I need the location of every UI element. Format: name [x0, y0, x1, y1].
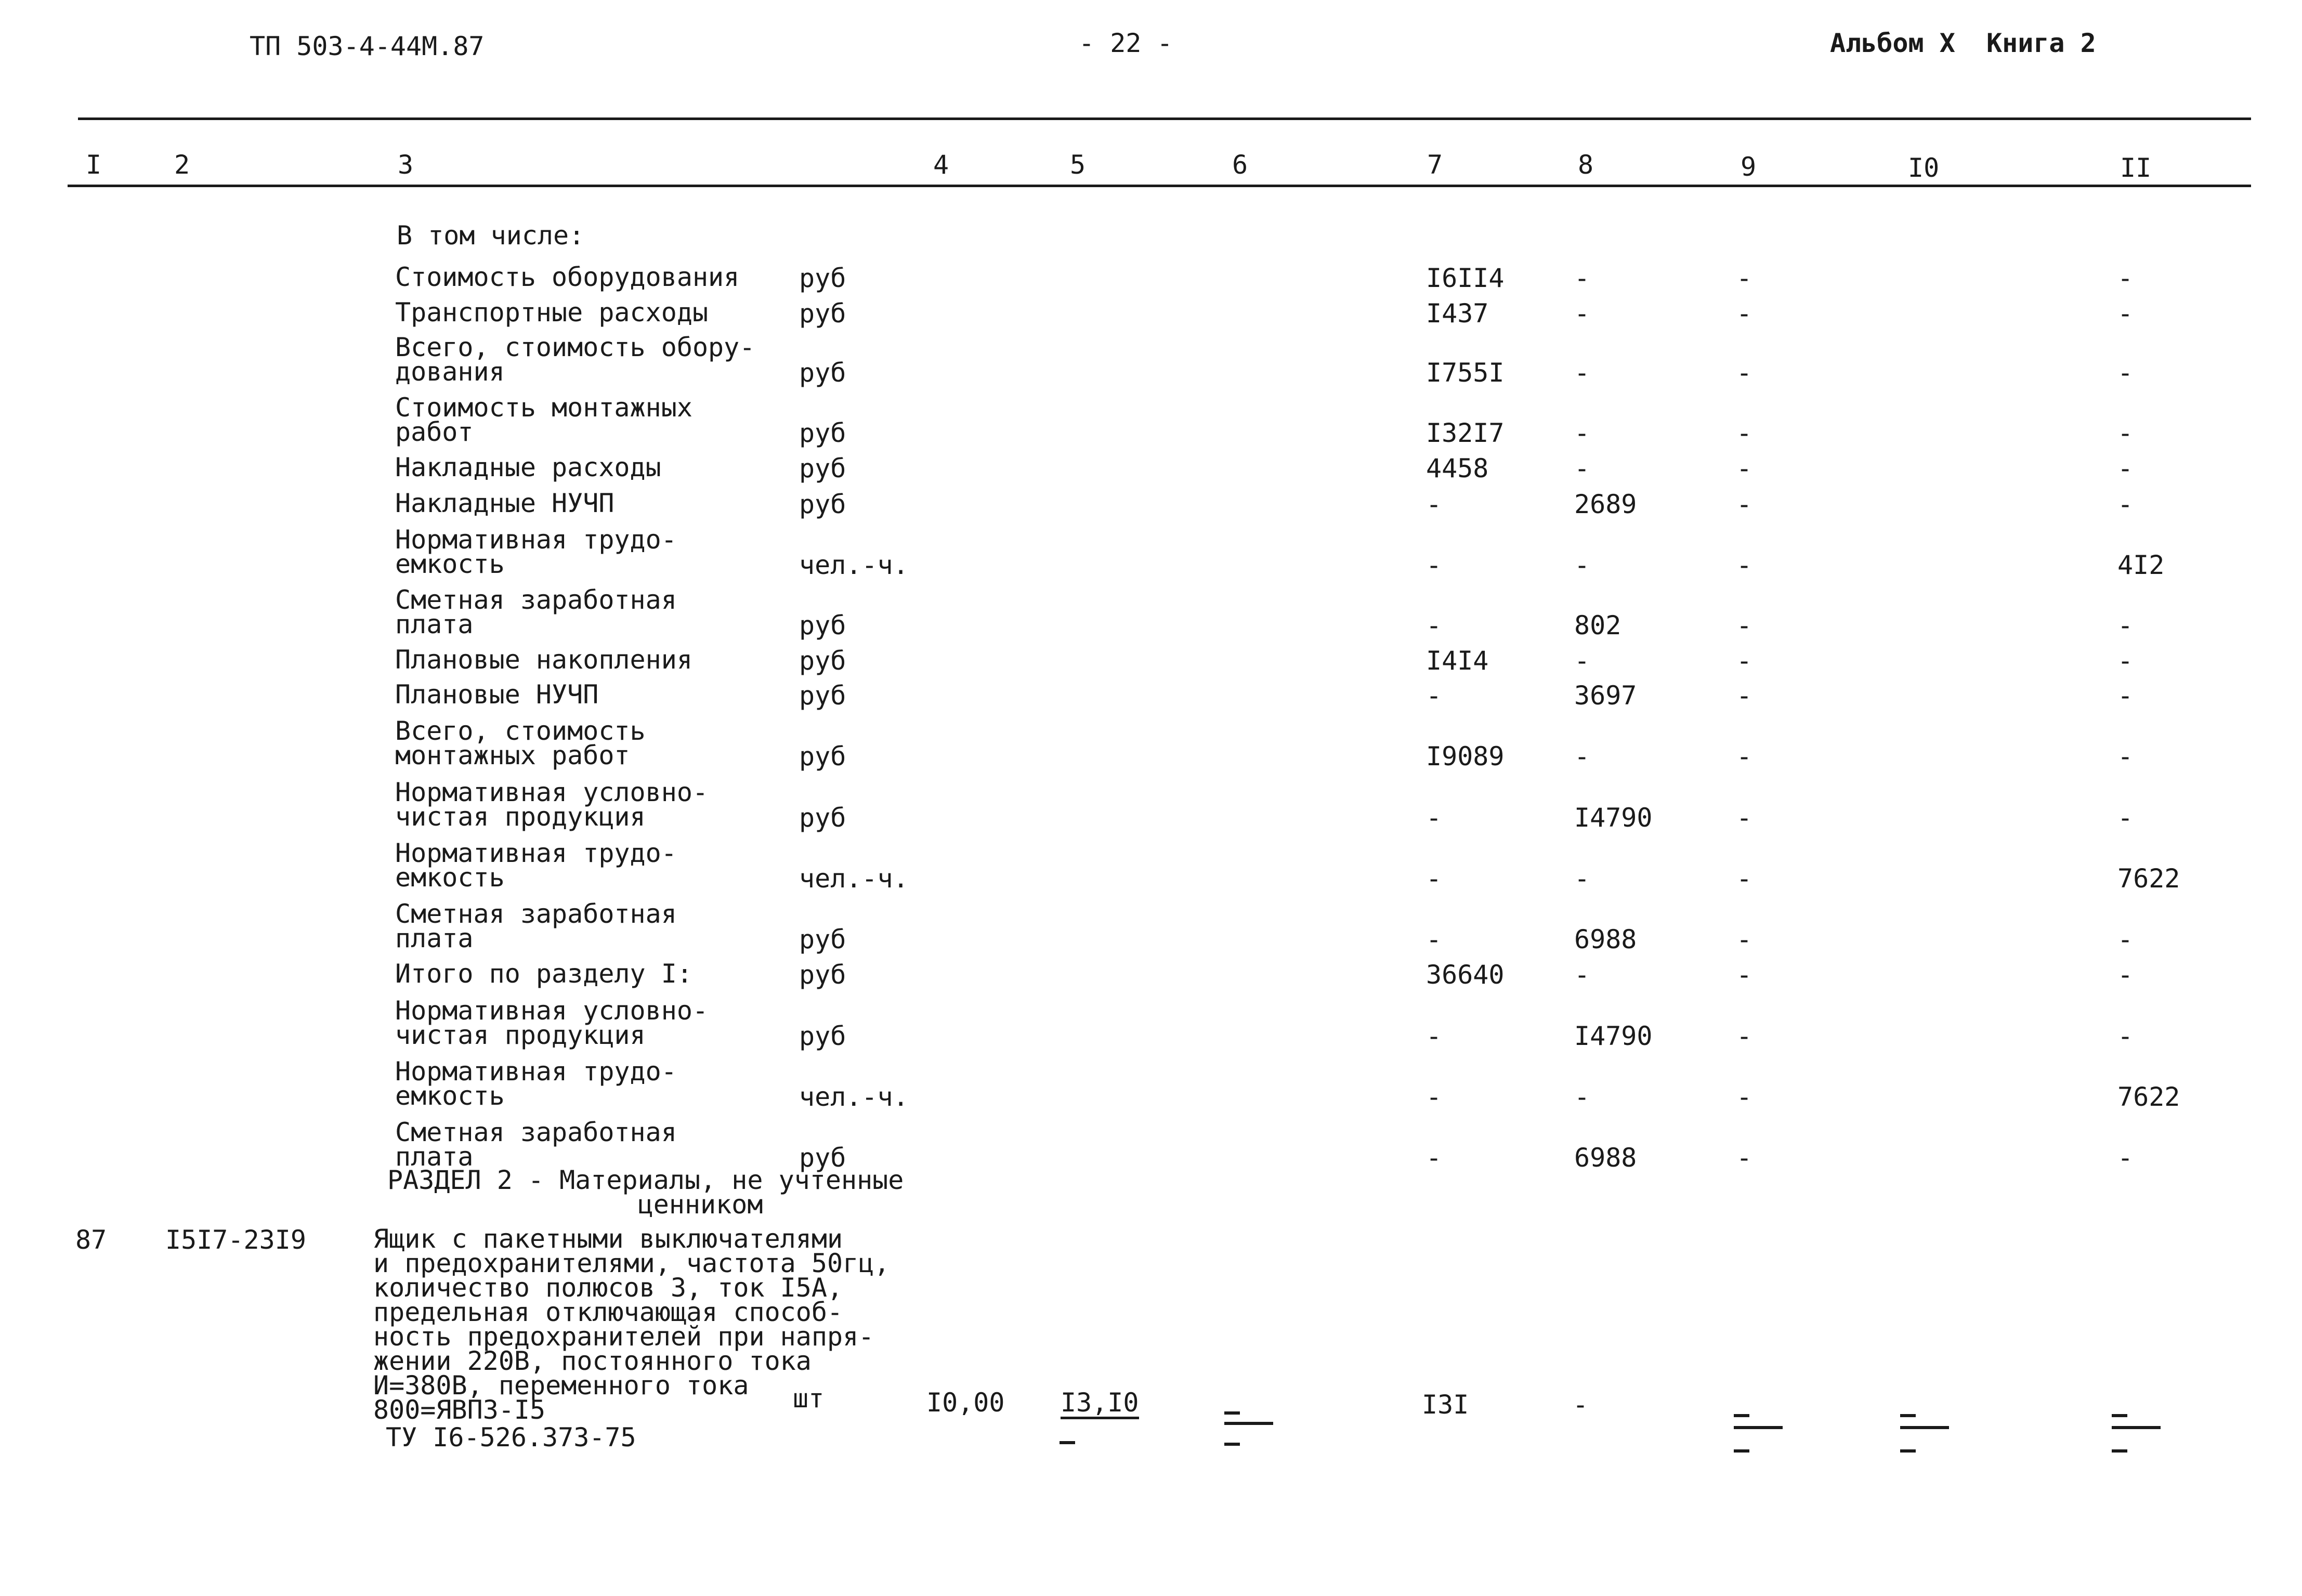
row-col7-value: -	[1426, 681, 1442, 711]
row-unit: руб	[799, 803, 846, 833]
row-col9-value: -	[1736, 418, 1752, 448]
row-col11-value: -	[2117, 610, 2134, 640]
row-col9-value: -	[1736, 741, 1752, 771]
row-unit: руб	[799, 1143, 846, 1173]
row-col7-value: I755I	[1426, 358, 1505, 388]
col6-top-dash	[1224, 1411, 1240, 1415]
row-col8-value: 2689	[1574, 489, 1637, 519]
row-col7-value: -	[1426, 864, 1442, 894]
row-label: Всего, стоимость монтажных работ	[395, 716, 646, 770]
including-label: В том числе:	[397, 220, 585, 251]
row-col7-value: -	[1426, 610, 1442, 640]
row-col11-value: -	[2117, 924, 2134, 954]
row-col11-value: -	[2117, 418, 2134, 448]
row-label: Нормативная условно- чистая продукция	[395, 777, 709, 832]
row-label: Сметная заработная плата	[395, 899, 677, 953]
row-col8-value: -	[1574, 358, 1590, 388]
row-col8-value: 802	[1574, 610, 1621, 640]
column-header-8: 8	[1578, 150, 1594, 180]
row-col9-value: -	[1736, 864, 1752, 894]
col10-bottom-dash	[1900, 1449, 1916, 1453]
column-header-4: 4	[933, 150, 949, 180]
row-unit: чел.-ч.	[799, 550, 909, 580]
row-col7-value: I4I4	[1426, 646, 1489, 676]
row-col9-value: -	[1736, 1021, 1752, 1051]
row-col7-value: -	[1426, 924, 1442, 954]
row-col7-value: -	[1426, 550, 1442, 580]
row-col9-value: -	[1736, 263, 1752, 293]
row-col9-value: -	[1736, 681, 1752, 711]
item-description: Ящик с пакетными выключателями и предохранителями, частота 50гц, количество полюсов 3, ток I5А, предельная отключающая способ- ность предохранителей при напря- жении 220В, постоянного тока И=380В, переменного тока 800=ЯВПЗ-I5	[373, 1224, 890, 1425]
row-label: Нормативная условно- чистая продукция	[395, 996, 709, 1050]
row-col8-value: -	[1574, 864, 1590, 894]
row-unit: руб	[799, 741, 846, 771]
row-col8-value: -	[1574, 1082, 1590, 1112]
row-col8-value: 6988	[1574, 1143, 1637, 1173]
item-position: 87	[75, 1225, 107, 1255]
row-col9-value: -	[1736, 550, 1752, 580]
row-col11-value: -	[2117, 263, 2134, 293]
row-col8-value: -	[1574, 418, 1590, 448]
row-col7-value: -	[1426, 489, 1442, 519]
row-col8-value: 6988	[1574, 924, 1637, 954]
row-unit: руб	[799, 358, 846, 388]
table-top-rule	[78, 117, 2251, 120]
column-header-7: 7	[1427, 150, 1443, 180]
column-header-2: 2	[174, 150, 190, 180]
row-label: Итого по разделу I:	[395, 959, 692, 989]
document-code: ТП 503-4-44М.87	[250, 31, 485, 61]
row-unit: руб	[799, 263, 846, 293]
row-col7-value: -	[1426, 1082, 1442, 1112]
row-col9-value: -	[1736, 610, 1752, 640]
row-col8-value: I4790	[1574, 1021, 1653, 1051]
col11-top-dash	[2112, 1414, 2127, 1417]
row-col8-value: I4790	[1574, 803, 1653, 833]
row-col11-value: -	[2117, 453, 2134, 483]
column-header-6: 6	[1232, 150, 1248, 180]
row-label: Нормативная трудо- емкость	[395, 525, 677, 579]
col6-fraction-bar	[1224, 1422, 1273, 1425]
row-col7-value: -	[1426, 1143, 1442, 1173]
section2-title: РАЗДЕЛ 2 - Материалы, не учтенные ценником	[387, 1165, 904, 1220]
row-unit: руб	[799, 489, 846, 519]
row-label: Сметная заработная плата	[395, 585, 677, 639]
row-col11-value: -	[2117, 1021, 2134, 1051]
row-label: Стоимость монтажных работ	[395, 393, 692, 447]
row-label: Транспортные расходы	[395, 297, 709, 328]
column-header-11: II	[2120, 153, 2152, 183]
row-col8-value: 3697	[1574, 681, 1637, 711]
row-col7-value: 36640	[1426, 960, 1505, 990]
col9-fraction-bar	[1734, 1426, 1783, 1429]
row-col11-value: -	[2117, 1143, 2134, 1173]
column-header-3: 3	[398, 150, 414, 180]
row-col11-value: -	[2117, 741, 2134, 771]
item-col8-value: -	[1573, 1390, 1589, 1420]
item-price: I3,I0	[1061, 1390, 1139, 1419]
row-unit: чел.-ч.	[799, 1082, 909, 1112]
row-col11-value: -	[2117, 298, 2134, 329]
row-unit: руб	[799, 924, 846, 954]
column-header-10: I0	[1908, 153, 1940, 183]
row-unit: руб	[799, 610, 846, 640]
col11-fraction-bar	[2112, 1426, 2161, 1429]
row-col7-value: I32I7	[1426, 418, 1505, 448]
row-col8-value: -	[1574, 960, 1590, 990]
row-col7-value: I6II4	[1426, 263, 1505, 293]
row-col8-value: -	[1574, 263, 1590, 293]
row-col11-value: -	[2117, 646, 2134, 676]
row-col9-value: -	[1736, 960, 1752, 990]
row-col11-value: -	[2117, 489, 2134, 519]
row-label: Накладные НУЧП	[395, 488, 614, 518]
col6-bottom-dash	[1224, 1443, 1240, 1446]
row-label: Накладные расходы	[395, 452, 661, 482]
row-label: Плановые НУЧП	[395, 679, 599, 710]
row-unit: руб	[799, 681, 846, 711]
row-col9-value: -	[1736, 358, 1752, 388]
row-unit: руб	[799, 646, 846, 676]
column-header-5: 5	[1070, 150, 1086, 180]
album-book-label: Альбом X Книга 2	[1830, 28, 2096, 58]
item-spec: ТУ I6-526.373-75	[386, 1422, 636, 1453]
row-col7-value: I437	[1426, 298, 1489, 329]
page-number: - 22 -	[1079, 28, 1173, 58]
row-col8-value: -	[1574, 741, 1590, 771]
row-unit: руб	[799, 1021, 846, 1051]
row-col7-value: I9089	[1426, 741, 1505, 771]
row-unit: руб	[799, 418, 846, 448]
item-code: I5I7-23I9	[165, 1225, 306, 1255]
item-quantity: I0,00	[926, 1388, 1005, 1418]
row-col9-value: -	[1736, 803, 1752, 833]
row-col7-value: -	[1426, 1021, 1442, 1051]
row-col9-value: -	[1736, 1082, 1752, 1112]
row-col11-value: 7622	[2117, 864, 2180, 894]
row-col7-value: 4458	[1426, 453, 1489, 483]
row-col11-value: -	[2117, 681, 2134, 711]
item-col7-value: I3I	[1422, 1390, 1469, 1420]
row-label: Стоимость оборудования	[395, 262, 740, 292]
row-col11-value: 7622	[2117, 1082, 2180, 1112]
row-label: Нормативная трудо- емкость	[395, 838, 677, 893]
row-col11-value: -	[2117, 960, 2134, 990]
col10-fraction-bar	[1900, 1426, 1949, 1429]
row-col9-value: -	[1736, 298, 1752, 329]
row-col8-value: -	[1574, 646, 1590, 676]
item-unit: шт	[793, 1383, 825, 1414]
row-col9-value: -	[1736, 924, 1752, 954]
row-label: Плановые накопления	[395, 645, 692, 675]
row-col8-value: -	[1574, 453, 1590, 483]
row-col9-value: -	[1736, 1143, 1752, 1173]
col9-top-dash	[1734, 1414, 1749, 1417]
row-unit: руб	[799, 298, 846, 329]
col9-bottom-dash	[1734, 1449, 1749, 1453]
row-unit: руб	[799, 453, 846, 483]
row-unit: руб	[799, 960, 846, 990]
row-col7-value: -	[1426, 803, 1442, 833]
row-col8-value: -	[1574, 550, 1590, 580]
column-header-1: I	[86, 150, 102, 180]
row-col9-value: -	[1736, 453, 1752, 483]
row-col9-value: -	[1736, 489, 1752, 519]
row-col8-value: -	[1574, 298, 1590, 329]
col11-bottom-dash	[2112, 1449, 2127, 1453]
row-label: Сметная заработная плата	[395, 1117, 677, 1172]
row-col9-value: -	[1736, 646, 1752, 676]
row-col11-value: -	[2117, 803, 2134, 833]
row-label: Нормативная трудо- емкость	[395, 1056, 677, 1111]
price-sub-dash	[1060, 1441, 1075, 1444]
row-label: Всего, стоимость обору- дования	[395, 332, 755, 387]
row-unit: чел.-ч.	[799, 864, 909, 894]
col10-top-dash	[1900, 1414, 1916, 1417]
row-col11-value: 4I2	[2117, 550, 2165, 580]
row-col11-value: -	[2117, 358, 2134, 388]
table-header-rule	[68, 185, 2251, 187]
column-header-9: 9	[1741, 152, 1757, 182]
